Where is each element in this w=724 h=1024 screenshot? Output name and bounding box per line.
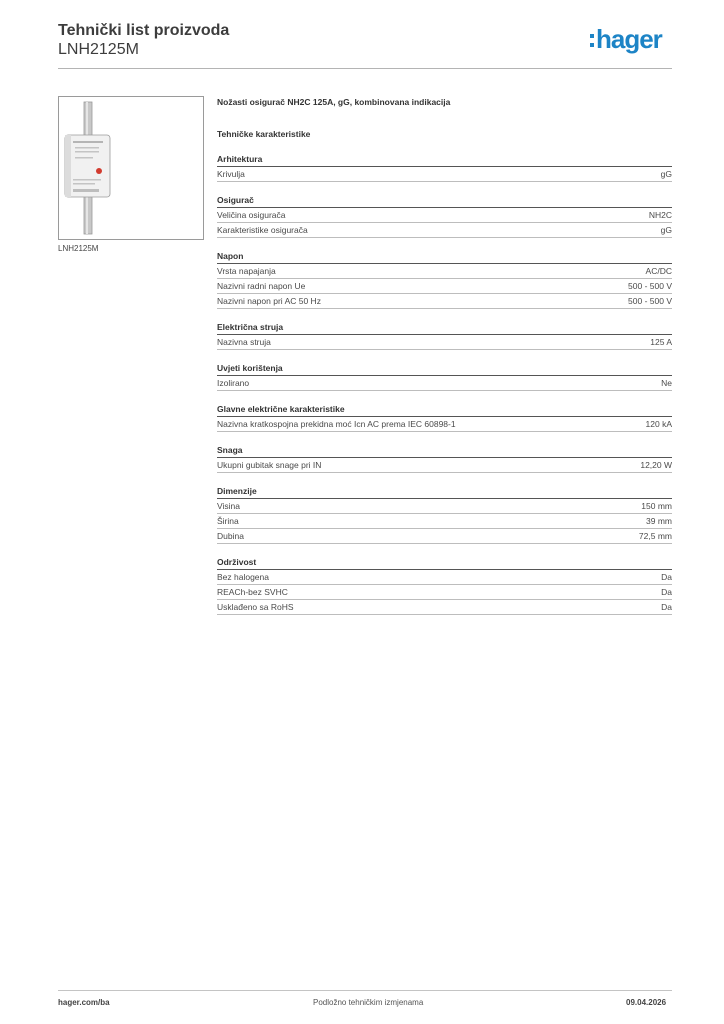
spec-value: gG [660,169,672,179]
logo-dots-icon [590,34,594,48]
spec-label: Vrsta napajanja [217,266,276,276]
spec-group-title: Uvjeti korištenja [217,362,672,376]
spec-group [217,194,672,238]
spec-row [217,376,672,391]
spec-row [217,223,672,238]
spec-value: 150 mm [641,501,672,511]
spec-group [217,321,672,350]
spec-group [217,362,672,391]
product-caption: LNH2125M [58,244,99,253]
spec-label: Širina [217,516,239,526]
spec-value: 39 mm [646,516,672,526]
spec-group-title: Napon [217,250,672,264]
product-code: LNH2125M [58,41,139,58]
spec-label: Nazivna kratkospojna prekidna moć Icn AC prema IEC 60898-1 [217,419,456,429]
spec-group [217,153,672,182]
spec-row [217,335,672,350]
spec-label: Nazivni radni napon Ue [217,281,306,291]
spec-label: Visina [217,501,240,511]
spec-value: 12,20 W [640,460,672,470]
spec-value: 120 kA [645,419,672,429]
spec-row [217,570,672,585]
spec-row [217,514,672,529]
spec-row [217,600,672,615]
product-description: Nožasti osigurač NH2C 125A, gG, kombinovana indikacija [217,97,451,107]
spec-row [217,585,672,600]
footer-divider [58,990,672,991]
spec-group-title: Snaga [217,444,672,458]
spec-value: AC/DC [645,266,672,276]
spec-value: NH2C [648,210,672,220]
spec-row [217,167,672,182]
spec-label: Bez halogena [217,572,269,582]
spec-group [217,556,672,615]
spec-value: Da [661,602,672,612]
spec-groups [217,153,672,615]
spec-section [217,95,672,615]
spec-value: 125 A [650,337,672,347]
spec-row [217,499,672,514]
spec-value: Da [661,572,672,582]
spec-group-title: Arhitektura [217,153,672,167]
fuse-icon [59,97,203,239]
spec-group-title: Održivost [217,556,672,570]
spec-row [217,529,672,544]
spec-value: 500 - 500 V [628,281,672,291]
spec-value: gG [660,225,672,235]
spec-label: Krivulja [217,169,245,179]
spec-row [217,458,672,473]
spec-group-title: Glavne električne karakteristike [217,403,672,417]
spec-label: Izolirano [217,378,250,388]
spec-row [217,294,672,309]
spec-group-title: Dimenzije [217,485,672,499]
spec-value: 72,5 mm [638,531,672,541]
product-image [58,96,204,240]
spec-label: Karakteristike osigurača [217,225,308,235]
spec-row [217,208,672,223]
spec-group [217,444,672,473]
spec-label: Nazivni napon pri AC 50 Hz [217,296,321,306]
spec-row [217,279,672,294]
spec-group [217,403,672,432]
spec-group-title: Električna struja [217,321,672,335]
header-divider [58,68,672,69]
spec-value: Da [661,587,672,597]
spec-value: Ne [661,378,672,388]
page-title: Tehnički list proizvoda [58,22,230,39]
footer-note: Podložno tehničkim izmjenama [313,998,424,1007]
spec-label: REACh-bez SVHC [217,587,288,597]
spec-group-title: Osigurač [217,194,672,208]
spec-label: Dubina [217,531,244,541]
spec-label: Usklađeno sa RoHS [217,602,294,612]
spec-label: Veličina osigurača [217,210,286,220]
spec-group [217,485,672,544]
footer-date: 09.04.2026 [626,998,667,1007]
spec-label: Ukupni gubitak snage pri IN [217,460,322,470]
logo-text: hager [596,24,662,54]
spec-value: 500 - 500 V [628,296,672,306]
spec-group [217,250,672,309]
spec-heading: Tehničke karakteristike [217,129,311,139]
spec-row [217,264,672,279]
footer-website: hager.com/ba [58,998,110,1007]
hager-logo [590,26,674,56]
spec-row [217,417,672,432]
spec-label: Nazivna struja [217,337,271,347]
